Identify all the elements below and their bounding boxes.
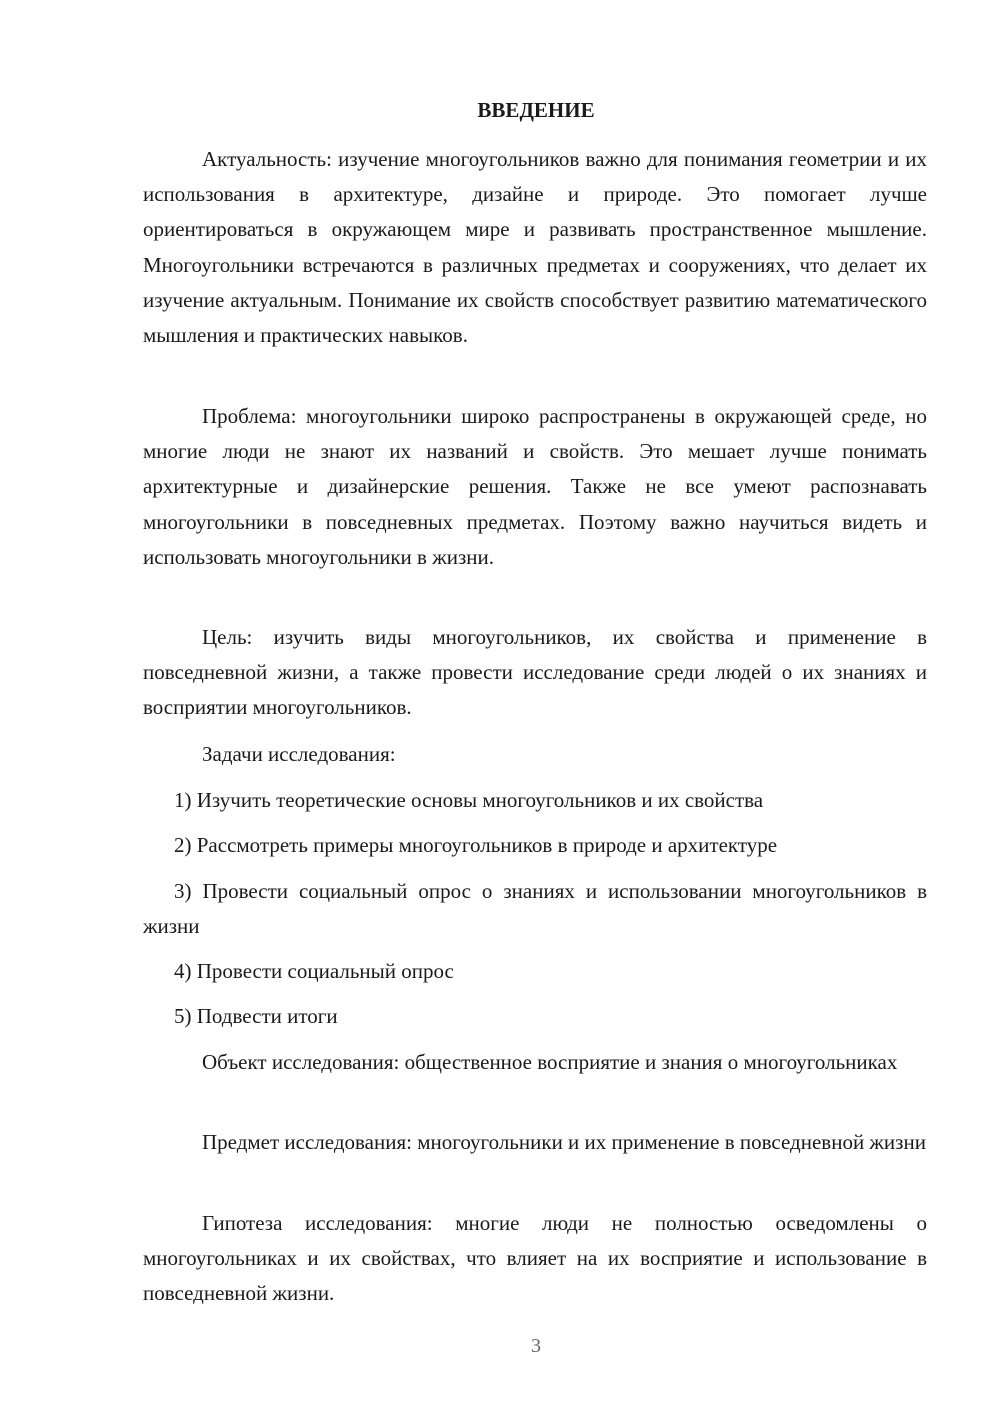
task-item: 2) Рассмотреть примеры многоугольников в природе и архитектуре [174,833,778,857]
page-number: 3 [531,1335,541,1357]
task-item: 4) Провести социальный опрос [174,959,454,983]
subject-paragraph: Предмет исследования: многоугольники и их применение в повседневной жизни [202,1130,926,1154]
goal-paragraph: Цель: изучить виды многоугольников, их свойства и применение в повседневной жизни, а также провести исследование среди людей о их знаниях и восприятии многоугольников. [143,625,927,720]
problem-paragraph: Проблема: многоугольники широко распространены в окружающей среде, но многие люди не знают их названий и свойств. Это мешает лучше понимать архитектурные и дизайнерские решения. Также не все умеют распознавать многоугольники в повседневных предметах. Поэтому важно научиться видеть и использовать многоугольники в жизни. [143,404,927,569]
task-item: 5) Подвести итоги [174,1004,338,1028]
task-item: 3) Провести социальный опрос о знаниях и использовании многоугольников в жизни [143,879,927,939]
page-title: ВВЕДЕНИЕ [477,98,595,122]
tasks-heading: Задачи исследования: [202,742,396,766]
hypothesis-paragraph: Гипотеза исследования: многие люди не полностью осведомлены о многоугольниках и их свойствах, что влияет на их восприятие и использование в повседневной жизни. [143,1211,927,1306]
object-paragraph: Объект исследования: общественное восприятие и знания о многоугольниках [202,1050,898,1074]
relevance-paragraph: Актуальность: изучение многоугольников важно для понимания геометрии и их использования в архитектуре, дизайне и природе. Это помогает лучше ориентироваться в окружающем мире и развивать пространственное мышление. Многоугольники встречаются в различных предметах и сооружениях, что делает их изучение актуальным. Понимание их свойств способствует развитию математического мышления и практических навыков. [143,147,927,348]
task-item: 1) Изучить теоретические основы многоугольников и их свойства [174,788,764,812]
